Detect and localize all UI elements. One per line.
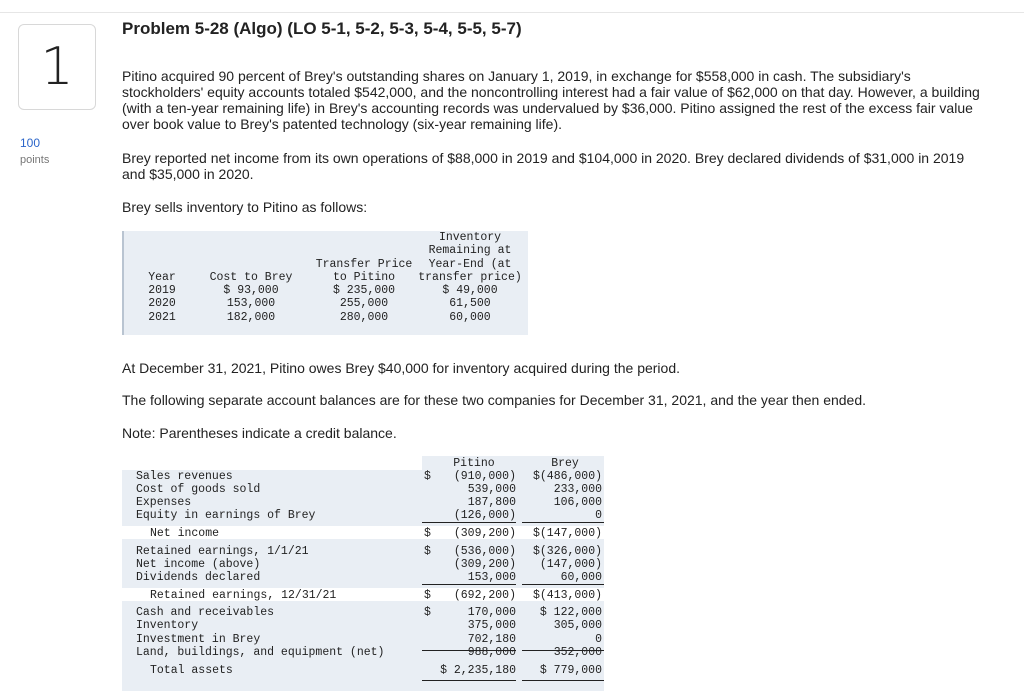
problem-title: Problem 5-28 (Algo) (LO 5-1, 5-2, 5-3, 5-4, 5-5, 5-7): [122, 19, 522, 38]
row-brey-value: $(326,000): [532, 545, 602, 558]
row-pitino-value: 375,000: [467, 619, 516, 632]
row-label: Sales revenues: [136, 470, 233, 483]
row-label: Retained earnings, 12/31/21: [150, 589, 337, 602]
row-pitino-value: $ 2,235,180: [440, 664, 516, 677]
row-pitino-value: 187,800: [467, 496, 516, 509]
row-currency: $: [424, 545, 431, 558]
row-pitino-value: 170,000: [467, 606, 516, 619]
inv-header-remaining: Inventory Remaining at Year-End (at transfer price): [418, 231, 522, 284]
top-divider: [0, 12, 1024, 13]
inv-header-cost: Cost to Brey: [209, 271, 293, 284]
row-brey-value: $(413,000): [532, 589, 602, 602]
row-label: Investment in Brey: [136, 633, 261, 646]
inv-header-year: Year: [148, 271, 176, 284]
points-indicator: [20, 136, 49, 166]
inv-row-remaining: 60,000: [449, 311, 491, 324]
row-currency: $: [424, 589, 431, 602]
inv-row-cost: 182,000: [226, 311, 276, 324]
row-label: Net income: [150, 527, 220, 540]
table-band: [122, 456, 422, 470]
problem-paragraph-note: Note: Parentheses indicate a credit balance.: [122, 425, 397, 441]
inv-row-remaining: $ 49,000: [442, 284, 498, 297]
row-label: Expenses: [136, 496, 192, 509]
row-brey-value: 60,000: [560, 571, 602, 584]
row-pitino-value: (309,200): [453, 558, 516, 571]
row-brey-value: (147,000): [539, 558, 602, 571]
points-label: points: [20, 154, 50, 166]
row-label: Equity in earnings of Brey: [136, 509, 316, 522]
inv-row-transfer: 280,000: [339, 311, 389, 324]
inv-row-year: 2019: [148, 284, 176, 297]
row-pitino-value: (692,200): [453, 589, 516, 602]
row-brey-value: $ 122,000: [539, 606, 602, 619]
inv-row-transfer: 255,000: [339, 297, 389, 310]
row-pitino-value: 539,000: [467, 483, 516, 496]
inv-row-remaining: 61,500: [449, 297, 491, 310]
table-row: [122, 633, 604, 647]
subtotal-rule: [422, 680, 516, 681]
row-pitino-value: 702,180: [467, 633, 516, 646]
row-pitino-value: (910,000): [453, 470, 516, 483]
row-brey-value: 352,000: [553, 646, 602, 659]
row-pitino-value: 988,000: [467, 646, 516, 659]
table-row: [122, 496, 604, 510]
row-currency: $: [424, 527, 431, 540]
table-row: [122, 470, 604, 484]
row-label: Net income (above): [136, 558, 261, 571]
inv-row-transfer: $ 235,000: [332, 284, 396, 297]
row-brey-value: 106,000: [553, 496, 602, 509]
inv-header-transfer: Transfer Price to Pitino: [315, 258, 413, 285]
inv-row-year: 2020: [148, 297, 176, 310]
problem-paragraph-net-income: Brey reported net income from its own operations of $88,000 in 2019 and $104,000 in 2020. Brey declared dividends of $31,000 in 2019 and $35,000 in 2020.: [122, 150, 965, 182]
points-value: 100: [20, 136, 41, 150]
row-pitino-value: 153,000: [467, 571, 516, 584]
row-label: Retained earnings, 1/1/21: [136, 545, 309, 558]
row-label: Cost of goods sold: [136, 483, 261, 496]
row-pitino-value: (309,200): [453, 527, 516, 540]
col-header-brey: Brey: [551, 457, 579, 470]
table-row: [122, 509, 604, 523]
table-row: [122, 483, 604, 497]
row-currency: $: [424, 470, 431, 483]
problem-paragraph-payable: At December 31, 2021, Pitino owes Brey $40,000 for inventory acquired during the period.: [122, 360, 680, 376]
row-label: Land, buildings, and equipment (net): [136, 646, 385, 659]
table-row: [122, 619, 604, 633]
table-row: [122, 545, 604, 559]
row-label: Dividends declared: [136, 571, 261, 584]
row-brey-value: 0: [595, 633, 602, 646]
inv-row-year: 2021: [148, 311, 176, 324]
row-currency: $: [424, 606, 431, 619]
inventory-transfer-table: [122, 231, 528, 335]
row-brey-value: 0: [595, 509, 602, 522]
table-row-total: [122, 527, 604, 541]
inv-row-cost: $ 93,000: [223, 284, 279, 297]
account-balances-table: [122, 456, 604, 691]
table-row-total: [122, 589, 604, 603]
row-pitino-value: (126,000): [453, 509, 516, 522]
row-pitino-value: (536,000): [453, 545, 516, 558]
col-header-pitino: Pitino: [453, 457, 495, 470]
table-row: [122, 558, 604, 572]
row-label: Total assets: [150, 664, 233, 677]
row-label: Inventory: [136, 619, 199, 632]
table-row: [122, 646, 604, 660]
row-brey-value: 305,000: [553, 619, 602, 632]
subtotal-rule: [522, 680, 604, 681]
inv-row-cost: 153,000: [226, 297, 276, 310]
question-number: 1: [18, 24, 96, 110]
row-brey-value: $(486,000): [532, 470, 602, 483]
table-row: [122, 606, 604, 620]
row-brey-value: $ 779,000: [539, 664, 602, 677]
problem-paragraph-inventory-intro: Brey sells inventory to Pitino as follows:: [122, 199, 368, 215]
problem-paragraph-balances-intro: The following separate account balances are for these two companies for December 31, 2021, and the year then ended.: [122, 392, 867, 408]
row-brey-value: $(147,000): [532, 527, 602, 540]
problem-paragraph-acquisition: Pitino acquired 90 percent of Brey's outstanding shares on January 1, 2019, in exchange for $558,000 in cash. The subsidiary's stockholders' equity accounts totaled $542,000, and the noncontrolling interest had a fair value of $62,000 on that day. However, a building (with a ten-year remaining life) in Brey's accounting records was undervalued by $36,000. Pitino assigned the rest of the excess fair value over book value to Brey's patented technology (six-year remaining life).: [122, 68, 980, 132]
table-row-total: [122, 664, 604, 678]
row-brey-value: 233,000: [553, 483, 602, 496]
row-label: Cash and receivables: [136, 606, 275, 619]
table-row: [122, 571, 604, 585]
